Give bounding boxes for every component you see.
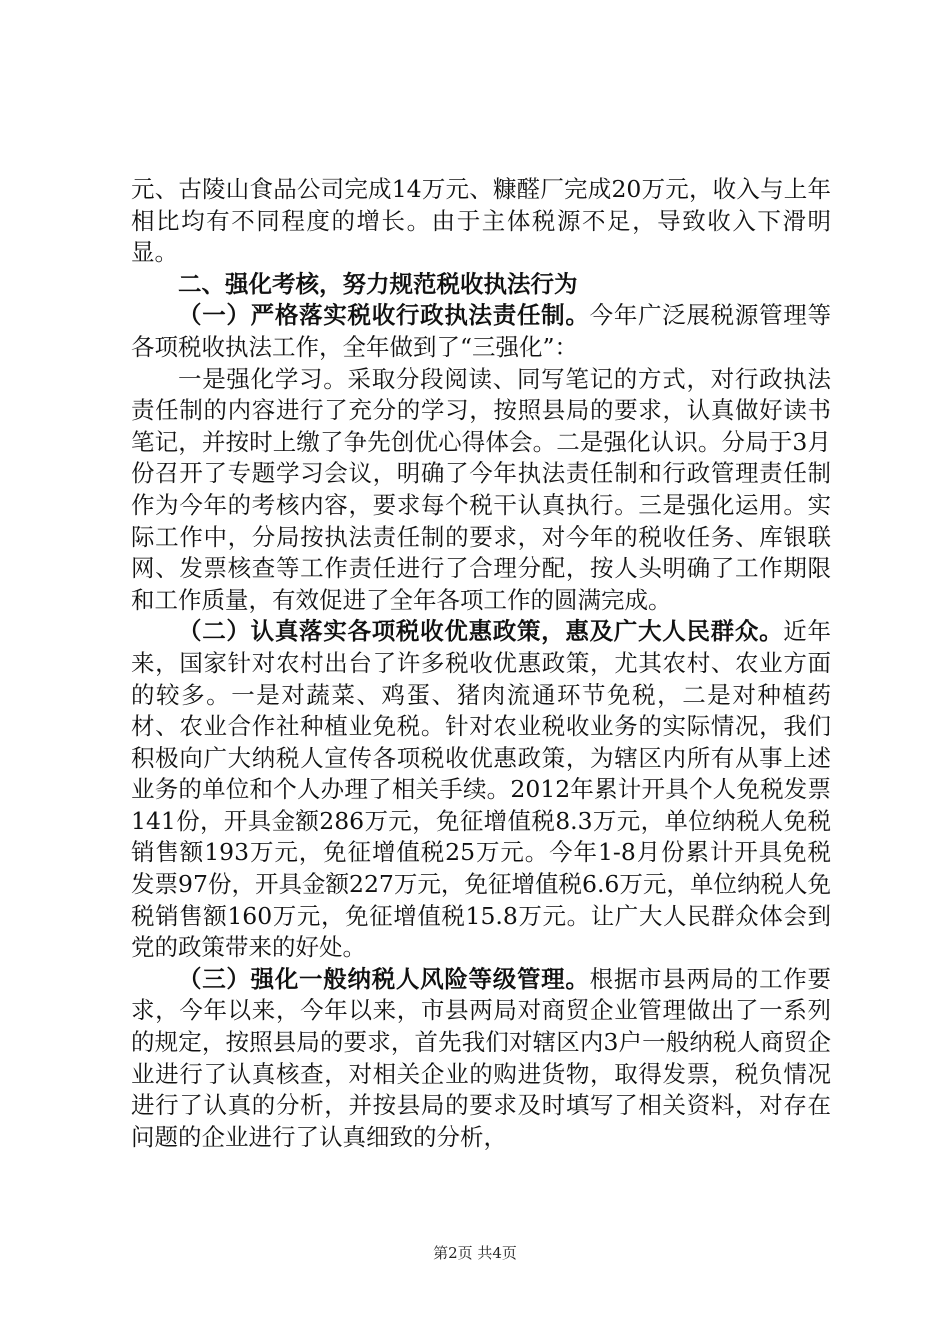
page-footer: 第2页 共4页 — [433, 1244, 517, 1262]
subsection-2-title: （二）认真落实各项税收优惠政策，惠及广大人民群众。 — [178, 617, 784, 646]
subsection-2-text: 近年来，国家针对农村出台了许多税收优惠政策，尤其农村、农业方面的较多。一是对蔬菜、鸡蛋、猪肉流通环节免税，二是对种植药材、农业合作社种植业免税。针对农业税收业务的实际情况，我们积极向广大纳税人宣传各项税收优惠政策，为辖区内所有从事上述业务的单位和个人办理了相关手续。2012年累计开具个人免税发票141份，开具金额286万元，免征增值税8.3万元，单位纳税人免税销售额193万元，免征增值税25万元。今年1-8月份累计开具免税发票97份，开具金额227万元，免征增值税6.6万元，单位纳税人免税销售额160万元，免征增值税15.8万元。让广大人民群众体会到党的政策带来的好处。 — [131, 617, 832, 962]
subsection-3 — [131, 964, 831, 1154]
subsection-1-title: （一）严格落实税收行政执法责任制。 — [178, 301, 590, 330]
subsection-1-detail: 一是强化学习。采取分段阅读、同写笔记的方式，对行政执法责任制的内容进行了充分的学习，按照县局的要求，认真做好读书笔记，并按时上缴了争先创优心得体会。二是强化认识。分局于3月份召开了专题学习会议，明确了今年执法责任制和行政管理责任制作为今年的考核内容，要求每个税干认真执行。三是强化运用。实际工作中，分局按执法责任制的要求，对今年的税收任务、库银联网、发票核查等工作责任进行了合理分配，按人头明确了工作期限和工作质量，有效促进了全年各项工作的圆满完成。 — [131, 364, 831, 614]
section-heading: 二、强化考核，努力规范税收执法行为 — [178, 269, 578, 298]
subsection-1 — [131, 300, 831, 363]
document-body — [131, 174, 831, 1153]
subsection-3-title: （三）强化一般纳税人风险等级管理。 — [178, 964, 590, 993]
paragraph-continuation: 元、古陵山食品公司完成14万元、糠醛厂完成20万元，收入与上年相比均有不同程度的增长。由于主体税源不足，导致收入下滑明显。 — [131, 175, 831, 267]
subsection-2 — [131, 616, 831, 964]
subsection-3-text: 根据市县两局的工作要求，今年以来，今年以来，市县两局对商贸企业管理做出了一系列的规定，按照县局的要求，首先我们对辖区内3户一般纳税人商贸企业进行了认真核查，对相关企业的购进货物，取得发票，税负情况进行了认真的分析，并按县局的要求及时填写了相关资料，对存在问题的企业进行了认真细致的分析， — [131, 964, 832, 1151]
subsection-1-text: 今年广泛展税源管理等各项税收执法工作，全年做到了“三强化”： — [131, 301, 832, 361]
